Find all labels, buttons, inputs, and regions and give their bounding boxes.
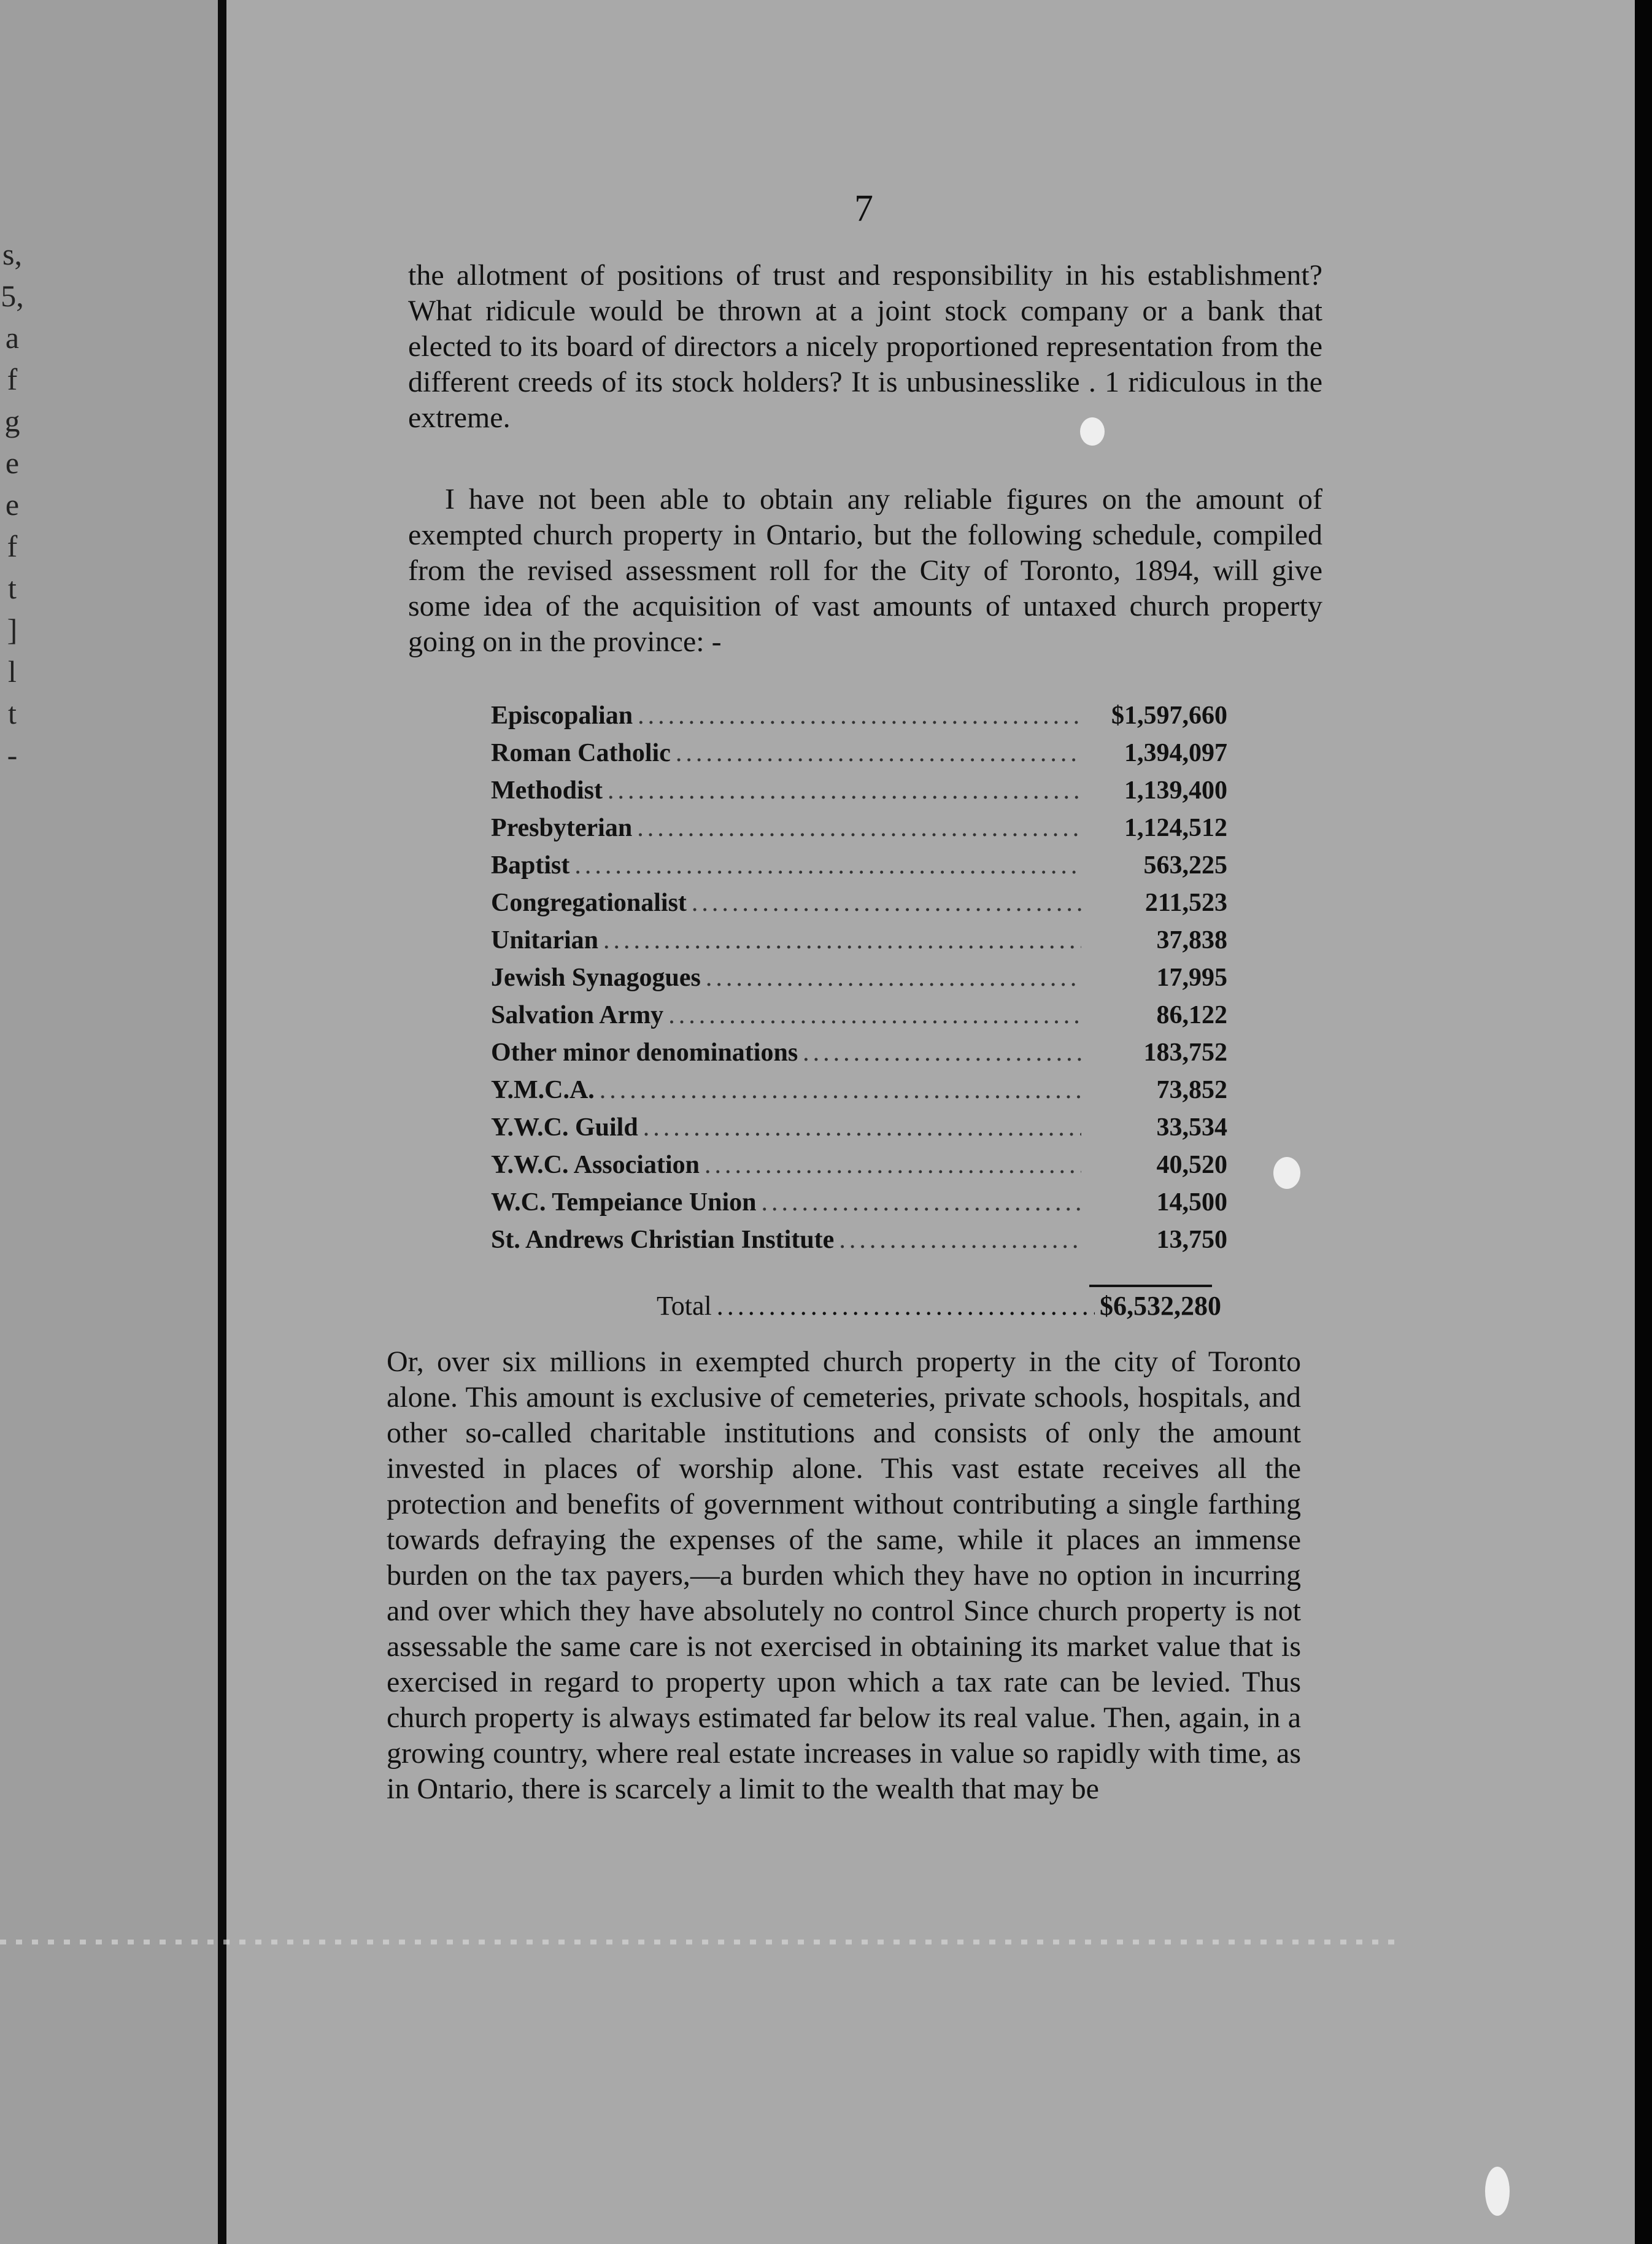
property-amount: 14,500: [1156, 1188, 1227, 1217]
schedule-row: [491, 1150, 1227, 1188]
denomination-name: Unitarian: [491, 926, 599, 954]
schedule-total-row: [657, 1290, 1221, 1321]
margin-fragment: e: [5, 487, 20, 522]
schedule-row: [491, 963, 1227, 1000]
denomination-name: Y.W.C. Association: [491, 1151, 700, 1179]
property-amount: 86,122: [1156, 1001, 1227, 1029]
leader-dots: [608, 776, 1081, 805]
margin-fragment: g: [4, 404, 20, 438]
leader-dots: [803, 1038, 1081, 1067]
denomination-name: Congregationalist: [491, 889, 687, 917]
margin-fragment: s,: [2, 237, 22, 271]
leader-dots: [600, 1075, 1081, 1105]
margin-fragment: l: [8, 654, 17, 689]
margin-fragment: t: [8, 696, 17, 730]
denomination-name: Other minor denominations: [491, 1039, 798, 1067]
paper-speck: [1273, 1157, 1300, 1189]
margin-fragment: f: [7, 529, 18, 563]
margin-fragment: f: [7, 362, 18, 397]
schedule-row: [491, 851, 1227, 888]
schedule-row: [491, 1075, 1227, 1113]
margin-fragment: 5,: [1, 279, 24, 313]
denomination-name: Methodist: [491, 776, 603, 805]
schedule-row: [491, 1225, 1227, 1263]
schedule-row: [491, 738, 1227, 776]
margin-fragment: e: [5, 446, 20, 480]
total-amount: $6,532,280: [1100, 1291, 1221, 1321]
property-schedule: [491, 701, 1227, 1263]
property-amount: 73,852: [1156, 1076, 1227, 1104]
denomination-name: W.C. Tempeiance Union: [491, 1188, 757, 1217]
denomination-name: Salvation Army: [491, 1001, 664, 1029]
schedule-row: [491, 813, 1227, 851]
denomination-name: Roman Catholic: [491, 739, 671, 767]
property-amount: 211,523: [1144, 889, 1227, 917]
denomination-name: Baptist: [491, 851, 570, 880]
property-amount: 183,752: [1143, 1039, 1227, 1067]
paragraph-2: I have not been able to obtain any reliable figures on the amount of exempted church property in Ontario, but the following schedule, compiled from the revised assessment roll for the City of Toronto, 1894, will give some idea of the acquisition of vast amounts of untaxed church property going on in the province: -: [408, 483, 1322, 658]
property-amount: 33,534: [1156, 1113, 1227, 1142]
total-rule: [1089, 1285, 1212, 1287]
binding-shadow: [218, 0, 226, 2244]
schedule-row: [491, 776, 1227, 813]
leader-dots: [706, 963, 1081, 992]
denomination-name: Y.W.C. Guild: [491, 1113, 638, 1142]
bottom-stitch-marks: [0, 1940, 1399, 1944]
schedule-row: [491, 1038, 1227, 1075]
leader-dots: [603, 926, 1081, 955]
leader-dots: [637, 813, 1081, 843]
property-amount: 1,124,512: [1124, 814, 1227, 842]
leader-dots: [638, 701, 1081, 730]
previous-page-edge: [0, 0, 218, 2244]
schedule-row: [491, 926, 1227, 963]
denomination-name: Episcopalian: [491, 702, 633, 730]
property-amount: 1,139,400: [1124, 776, 1227, 805]
margin-fragments: [0, 233, 25, 776]
leader-dots: [676, 738, 1081, 768]
leader-dots: [762, 1188, 1081, 1217]
margin-fragment: t: [8, 571, 17, 605]
leader-dots: [668, 1000, 1081, 1030]
schedule-row: [491, 701, 1227, 738]
leader-dots: [717, 1290, 1095, 1321]
property-amount: 17,995: [1156, 964, 1227, 992]
denomination-name: Y.M.C.A.: [491, 1076, 595, 1104]
leader-dots: [643, 1113, 1081, 1142]
leader-dots: [574, 851, 1081, 880]
right-border: [1635, 0, 1652, 2244]
schedule-row: [491, 1188, 1227, 1225]
paper-speck: [1080, 417, 1105, 446]
leader-dots: [839, 1225, 1081, 1255]
margin-fragment: a: [5, 320, 20, 355]
leader-dots: [692, 888, 1081, 918]
margin-fragment: ]: [7, 613, 18, 647]
property-amount: 13,750: [1156, 1226, 1227, 1254]
paragraph-1: the allotment of positions of trust and responsibility in his establishment? What ridicule would be thrown at a joint stock company or a bank that elected to its board of directors a nicely proportioned representation from the different creeds of its stock holders? It is unbusinesslike . 1 ridiculous in the extreme.: [408, 259, 1322, 434]
schedule-row: [491, 1113, 1227, 1150]
property-amount: 563,225: [1143, 851, 1227, 880]
schedule-row: [491, 1000, 1227, 1038]
property-amount: 1,394,097: [1124, 739, 1227, 767]
paragraph-3: Or, over six millions in exempted church property in the city of Toronto alone. This amount is exclusive of cemeteries, private schools, hospitals, and other so-called charitable institutions and consists of only the amount invested in places of worship alone. This vast estate receives all the protection and benefits of government without contributing a single farthing towards defraying the expenses of the same, while it places an immense burden on the tax payers,—a burden which they have no option in incurring and over which they have absolutely no control Since church property is not assessable the same care is not exercised in obtaining its market value that is exercised in regard to property upon which a tax rate can be levied. Thus church property is always estimated far below its real value. Then, again, in a growing country, where real estate increases in value so rapidly with time, as in Ontario, there is scarcely a limit to the wealth that may be: [387, 1345, 1301, 1805]
total-label: Total: [657, 1291, 712, 1321]
page-number: 7: [854, 188, 873, 230]
denomination-name: St. Andrews Christian Institute: [491, 1226, 835, 1254]
property-amount: $1,597,660: [1111, 702, 1227, 730]
denomination-name: Presbyterian: [491, 814, 633, 842]
paper-speck: [1485, 2167, 1510, 2216]
property-amount: 40,520: [1156, 1151, 1227, 1179]
property-amount: 37,838: [1156, 926, 1227, 954]
margin-fragment: -: [7, 738, 18, 772]
schedule-row: [491, 888, 1227, 926]
denomination-name: Jewish Synagogues: [491, 964, 701, 992]
leader-dots: [704, 1150, 1081, 1180]
